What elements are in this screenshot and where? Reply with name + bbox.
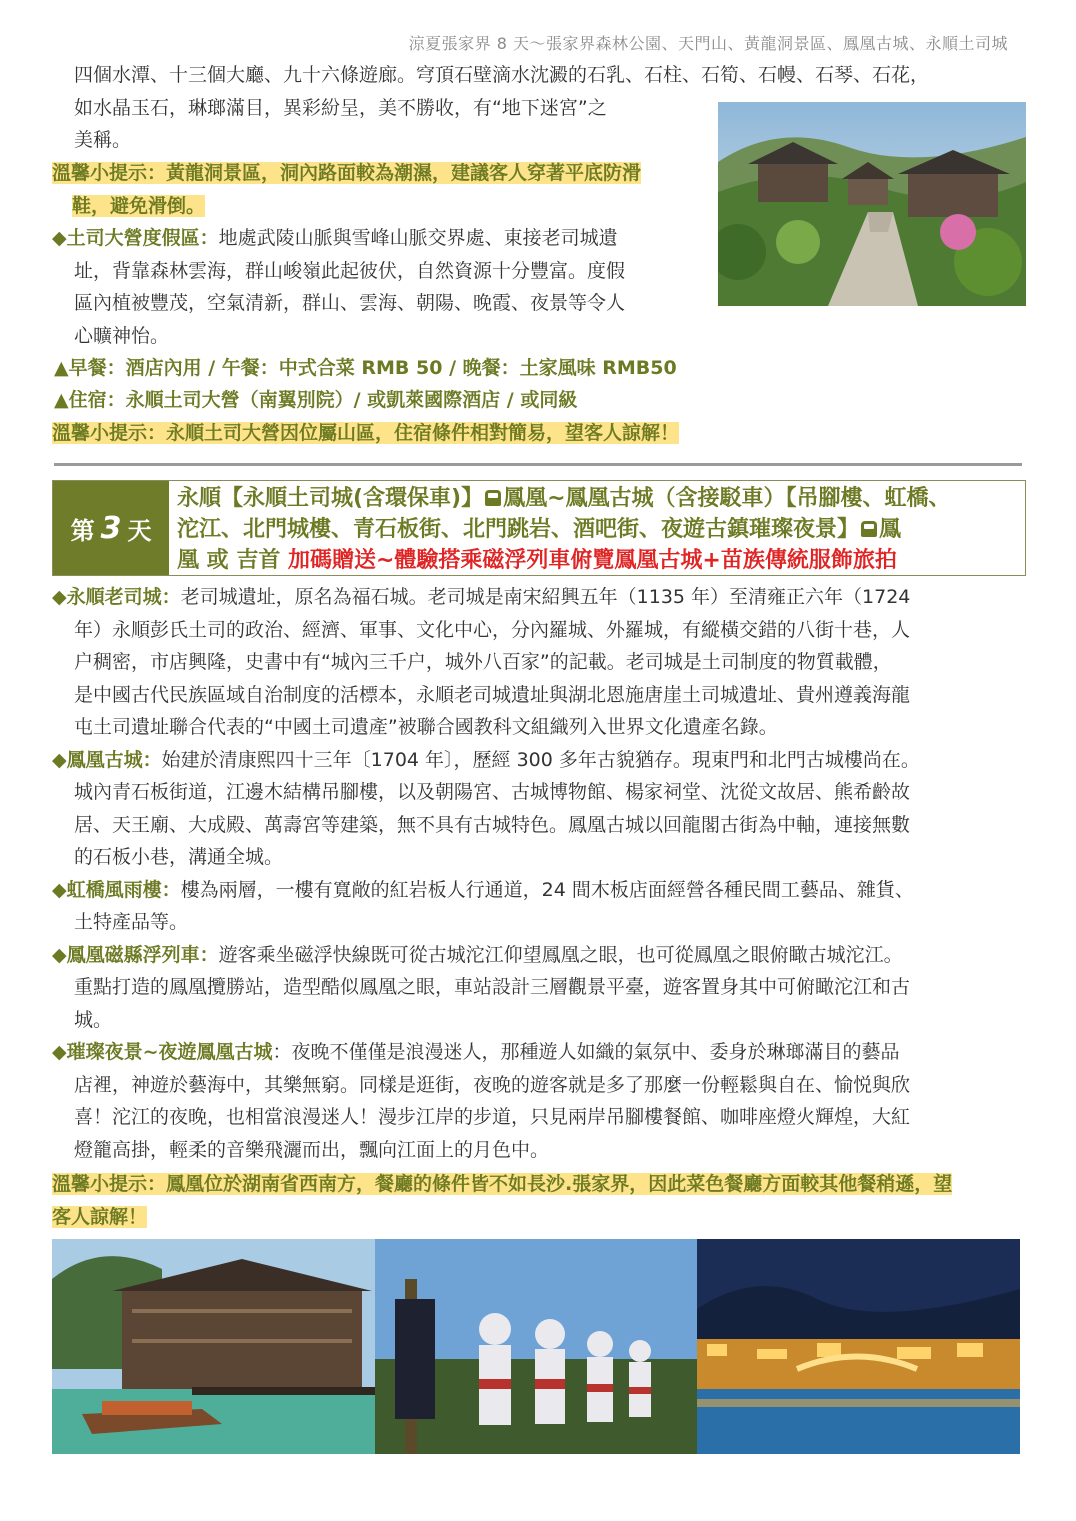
day-suffix: 天 (127, 516, 152, 545)
tip-line: 溫馨小提示：鳳凰位於湖南省西南方，餐廳的條件皆不如長沙.張家界，因此菜色餐廳方面較其他餐稍遜，望 (52, 1173, 953, 1195)
diamond-bullet-icon: ◆ (52, 586, 67, 608)
section-fenghuang (52, 744, 1032, 874)
section-line: 樓為兩層，一樓有寬敞的紅岩板人行通道，24 間木板店面經營各種民間工藝品、雜貨、 (180, 878, 914, 901)
section-maglev (52, 939, 1032, 1037)
section-hongqiao (52, 874, 1032, 939)
tip-fenghuang (52, 1168, 1032, 1233)
photo-miao-costume-dancers (375, 1239, 697, 1454)
camp-line: 區內植被豐茂，空氣清新，群山、雲海、朝陽、晚霞、夜景等令人 (74, 292, 626, 314)
camp-line: 址，背靠森林雲海，群山峻嶺此起彼伏，自然資源十分豐富。度假 (74, 259, 626, 282)
day3-sections (52, 581, 1032, 1166)
day-title (169, 481, 1025, 575)
bus-icon (485, 490, 501, 506)
day-title-part: 鳳 (879, 517, 902, 542)
section-title: 鳳凰磁縣浮列車： (66, 943, 219, 966)
diamond-bullet-icon: ◆ (52, 748, 67, 771)
tip-line: 鞋，避免滑倒。 (72, 194, 206, 217)
bus-icon (861, 521, 877, 537)
camp-title: 土司大營度假區： (66, 227, 219, 249)
section-line: 老司城遺址，原名為福石城。老司城是南宋紹興五年（1135 年）至清雍正六年（1724 (180, 586, 911, 608)
day-title-bonus: 加碼贈送~體驗搭乘磁浮列車俯覽鳳凰古城+苗族傳統服飾旅拍 (288, 548, 897, 573)
section-laosicheng (52, 581, 1032, 744)
tip-line: 客人諒解！ (52, 1205, 148, 1228)
section-line: 城。 (74, 1008, 113, 1031)
diamond-bullet-icon: ◆ (52, 943, 67, 966)
day-number: 3 (100, 510, 122, 546)
section-line: 土特產品等。 (74, 911, 189, 933)
hotel-info: ▲住宿：永順土司大營（南翼別院）/ 或凱萊國際酒店 / 或同級 (54, 389, 578, 411)
intro-line: 四個水潭、十三個大廳、九十六條遊廊。穹頂石壁滴水沈澱的石乳、石柱、石筍、石幔、石琴、石花， (74, 64, 930, 86)
section-line: 城內青石板街道，江邊木結構吊腳樓，以及朝陽宮、古城博物館、楊家祠堂、沈從文故居、熊希齡故 (74, 781, 911, 803)
section-line: 是中國古代民族區域自治制度的活標本，永順老司城遺址與湖北恩施唐崖土司城遺址、貴州遵義海龍 (74, 683, 911, 706)
section-line: 屯土司遺址聯合代表的“中國土司遺產”被聯合國教科文組織列入世界文化遺產名錄。 (74, 716, 778, 738)
section-title: 鳳凰古城： (66, 748, 162, 771)
section-line: 始建於清康熙四十三年〔1704 年〕，歷經 300 多年古貌猶存。現東門和北門古城樓尚在。 (161, 748, 920, 771)
photo-riverside-stilt-houses (52, 1239, 375, 1454)
day-title-part: 鳳凰~鳳凰古城（含接駁車）【吊腳樓、虹橋、 (503, 486, 951, 511)
tip-line: 溫馨小提示：黃龍洞景區，洞內路面較為潮濕，建議客人穿著平底防滑 (52, 162, 642, 184)
day-title-part: 凰 或 吉首 (177, 548, 281, 573)
section-line: 店裡，神遊於藝海中，其樂無窮。同樣是逛街，夜晚的遊客就是多了那麼一份輕鬆與自在、愉悦與欣 (74, 1073, 911, 1096)
meals-info: ▲早餐：酒店內用 / 午餐：中式合菜 RMB 50 / 晚餐：土家風味 RMB50 (54, 357, 677, 379)
photo-fenghuang-night-view (697, 1239, 1020, 1454)
camp-line: 地處武陵山脈與雪峰山脈交界處、東接老司城遺 (218, 227, 618, 249)
section-line: 的石板小巷，溝通全城。 (74, 846, 284, 868)
village-photo (718, 102, 1026, 306)
section-title: 永順老司城： (66, 586, 181, 608)
day-label (53, 481, 169, 575)
diamond-bullet-icon: ◆ (52, 227, 67, 249)
section-nightview (52, 1036, 1032, 1166)
camp-section (52, 222, 712, 352)
day-title-part: 永順【永順土司城(含環保車)】 (177, 486, 484, 511)
section-line: 居、天王廟、大成殿、萬壽宮等建築，無不具有古城特色。鳳凰古城以回龍閣古街為中軸，連接無數 (74, 813, 911, 836)
tip-line: 溫馨小提示：永順土司大營因位屬山區，住宿條件相對簡易，望客人諒解！ (52, 422, 680, 444)
tip-huanglong (52, 157, 702, 222)
section-line: 喜！沱江的夜晚，也相當浪漫迷人！漫步江岸的步道，只見兩岸吊腳樓餐館、咖啡座燈火輝煌，大紅 (74, 1106, 911, 1128)
camp-line: 心曠神怡。 (74, 324, 170, 347)
day-title-part: 沱江、北門城樓、青石板街、北門跳岩、酒吧街、夜遊古鎮璀璨夜景】 (177, 517, 860, 542)
tip-hotel (52, 417, 679, 450)
section-title: 璀璨夜景~夜遊鳳凰古城 (66, 1041, 273, 1063)
day-banner (52, 480, 1026, 576)
section-divider (54, 463, 1022, 466)
intro-line: 如水晶玉石，琳瑯滿目，異彩紛呈，美不勝收，有“地下迷宮”之 (74, 96, 607, 119)
section-title: 虹橋風雨樓： (66, 878, 181, 901)
day-prefix: 第 (70, 516, 95, 545)
diamond-bullet-icon: ◆ (52, 878, 67, 901)
diamond-bullet-icon: ◆ (52, 1041, 67, 1063)
section-line: ：夜晚不僅僅是浪漫迷人，那種遊人如織的氣氛中、委身於琳瑯滿目的藝品 (272, 1041, 900, 1063)
section-line: 年）永順彭氏土司的政治、經濟、軍事、文化中心，分內羅城、外羅城，有縱橫交錯的八街十巷，人 (74, 618, 911, 641)
section-line: 遊客乘坐磁浮快線既可從古城沱江仰望鳳凰之眼，也可從鳳凰之眼俯瞰古城沱江。 (218, 943, 903, 966)
section-line: 户稠密，市店興隆，史書中有“城內三千户，城外八百家”的記載。老司城是土司制度的物質載體， (74, 651, 892, 673)
section-line: 燈籠高掛，輕柔的音樂飛灑而出，飄向江面上的月色中。 (74, 1138, 550, 1161)
page-header: 涼夏張家界 8 天～張家界森林公園、天門山、黃龍洞景區、鳳凰古城、永順土司城 (408, 34, 1008, 53)
section-line: 重點打造的鳳凰攬勝站，造型酷似鳳凰之眼，車站設計三層觀景平臺，遊客置身其中可俯瞰沱江和古 (74, 976, 911, 998)
intro-line: 美稱。 (74, 129, 132, 151)
